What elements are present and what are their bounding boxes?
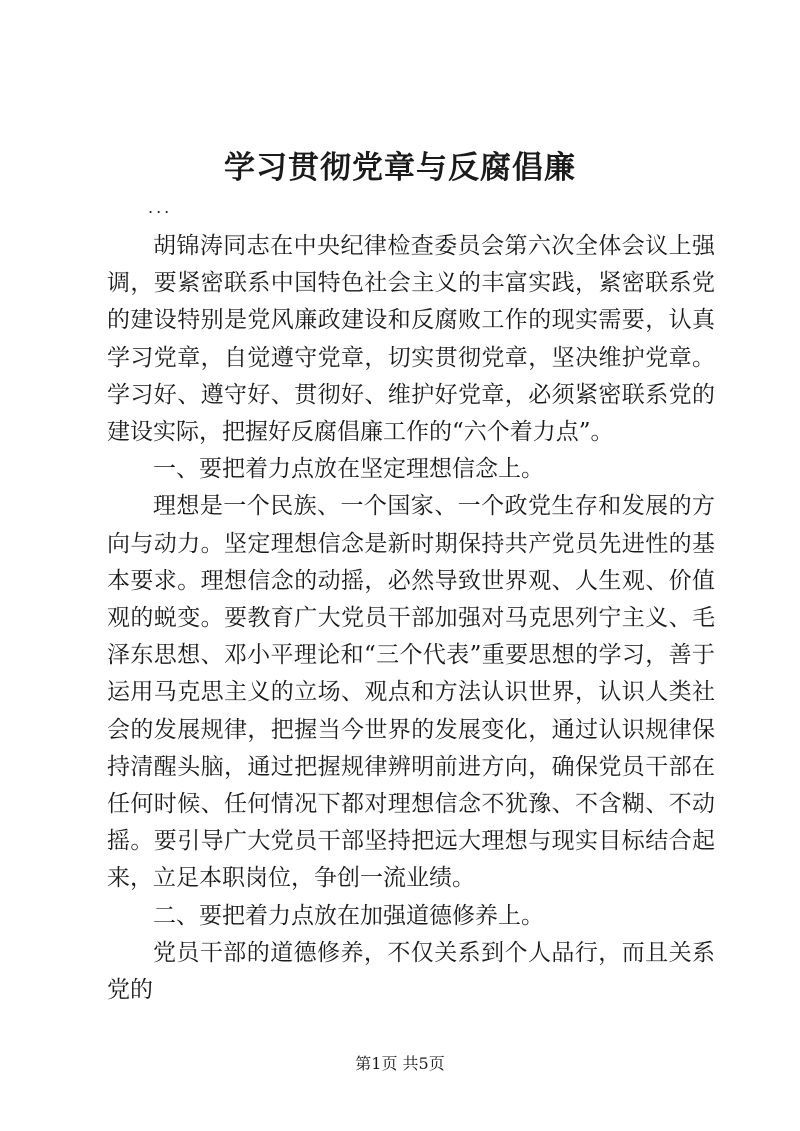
page-footer: 第1页 共5页	[355, 1054, 445, 1073]
paragraph-morality: 党员干部的道德修养，不仅关系到个人品行，而且关系党的	[107, 939, 715, 1004]
paragraph-ideals: 理想是一个民族、一个国家、一个政党生存和发展的方向与动力。坚定理想信念是新时期保持共产党员先进性的基本要求。理想信念的动摇，必然导致世界观、人生观、价值观的蜕变。要教育广大党员干部加强对马克思列宁主义、毛泽东思想、邓小平理论和“三个代表”重要思想的学习，善于运用马克思主义的立场、观点和方法认识世界，认识人类社会的发展规律，把握当今世界的发展变化，通过认识规律保持清醒头脑，通过把握规律辨明前进方向，确保党员干部在任何时候、任何情况下都对理想信念不犹豫、不含糊、不动摇。要引导广大党员干部坚持把远大理想与现实目标结合起来，立足本职岗位，争创一流业绩。	[107, 493, 715, 892]
ellipsis-marker: ...	[148, 198, 173, 217]
section-heading-1: 一、要把着力点放在坚定理想信念上。	[153, 456, 544, 483]
section-heading-2: 二、要把着力点放在加强道德修养上。	[153, 902, 544, 929]
document-body	[107, 228, 715, 1009]
paragraph-intro: 胡锦涛同志在中央纪律检查委员会第六次全体会议上强调，要紧密联系中国特色社会主义的丰富实践，紧密联系党的建设特别是党风廉政建设和反腐败工作的现实需要，认真学习党章，自觉遵守党章，切实贯彻党章，坚决维护党章。学习好、遵守好、贯彻好、维护好党章，必须紧密联系党的建设实际，把握好反腐倡廉工作的“六个着力点”。	[107, 233, 715, 446]
page-title: 学习贯彻党章与反腐倡廉	[224, 150, 576, 186]
